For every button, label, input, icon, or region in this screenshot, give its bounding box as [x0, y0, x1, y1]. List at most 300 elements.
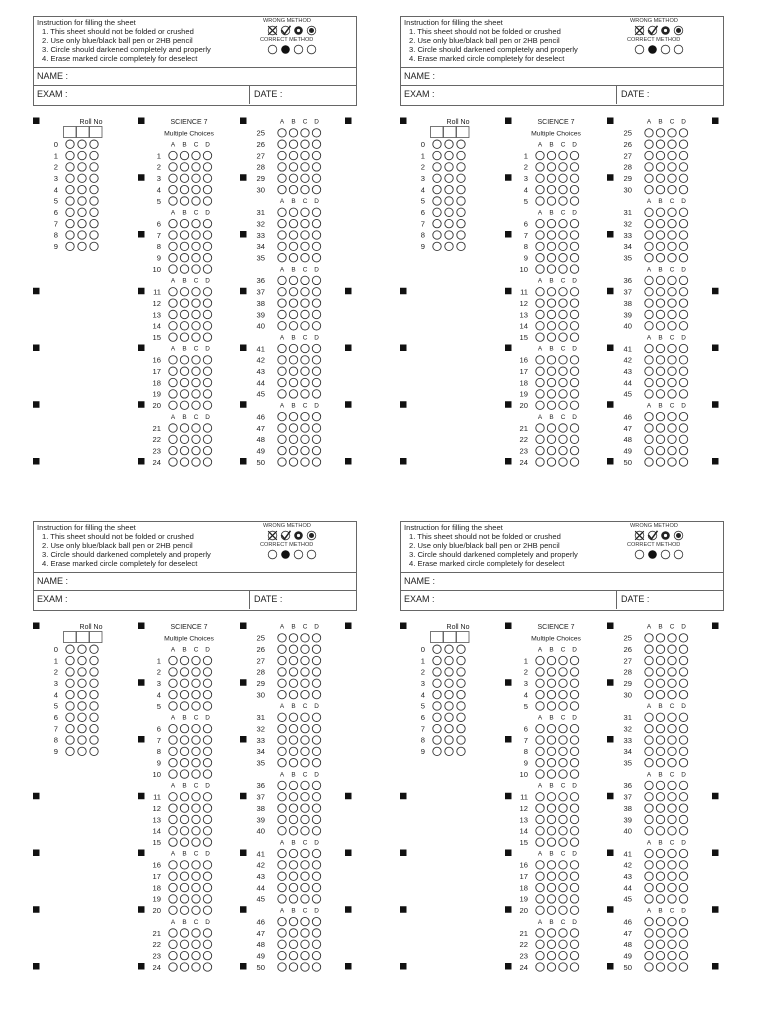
answer-bubble[interactable] — [668, 322, 676, 330]
answer-bubble[interactable] — [679, 815, 687, 823]
answer-bubble[interactable] — [570, 435, 578, 443]
answer-bubble[interactable] — [180, 895, 188, 903]
answer-bubble[interactable] — [192, 378, 200, 386]
answer-bubble[interactable] — [570, 770, 578, 778]
answer-bubble[interactable] — [668, 781, 676, 789]
answer-bubble[interactable] — [289, 208, 297, 216]
answer-bubble[interactable] — [203, 793, 211, 801]
answer-bubble[interactable] — [192, 906, 200, 914]
answer-bubble[interactable] — [536, 963, 544, 971]
answer-bubble[interactable] — [180, 333, 188, 341]
answer-bubble[interactable] — [536, 242, 544, 250]
answer-bubble[interactable] — [289, 435, 297, 443]
roll-digit-bubble[interactable] — [445, 151, 453, 159]
answer-bubble[interactable] — [312, 668, 320, 676]
answer-bubble[interactable] — [570, 242, 578, 250]
answer-bubble[interactable] — [679, 288, 687, 296]
answer-bubble[interactable] — [570, 861, 578, 869]
roll-digit-bubble[interactable] — [78, 231, 86, 239]
answer-bubble[interactable] — [289, 322, 297, 330]
answer-bubble[interactable] — [645, 242, 653, 250]
answer-bubble[interactable] — [203, 219, 211, 227]
answer-bubble[interactable] — [180, 367, 188, 375]
answer-bubble[interactable] — [547, 356, 555, 364]
answer-bubble[interactable] — [278, 804, 286, 812]
answer-bubble[interactable] — [192, 679, 200, 687]
answer-bubble[interactable] — [301, 185, 309, 193]
answer-bubble[interactable] — [645, 288, 653, 296]
answer-bubble[interactable] — [312, 793, 320, 801]
answer-bubble[interactable] — [180, 656, 188, 664]
answer-bubble[interactable] — [559, 963, 567, 971]
answer-bubble[interactable] — [679, 951, 687, 959]
roll-digit-bubble[interactable] — [445, 713, 453, 721]
roll-digit-bubble[interactable] — [433, 140, 441, 148]
answer-bubble[interactable] — [656, 951, 664, 959]
answer-bubble[interactable] — [536, 185, 544, 193]
answer-bubble[interactable] — [656, 310, 664, 318]
answer-bubble[interactable] — [656, 231, 664, 239]
answer-bubble[interactable] — [169, 747, 177, 755]
answer-bubble[interactable] — [570, 793, 578, 801]
answer-bubble[interactable] — [570, 940, 578, 948]
answer-bubble[interactable] — [679, 231, 687, 239]
answer-bubble[interactable] — [536, 322, 544, 330]
roll-digit-bubble[interactable] — [433, 174, 441, 182]
roll-digit-box[interactable] — [431, 632, 444, 643]
roll-digit-bubble[interactable] — [457, 713, 465, 721]
answer-bubble[interactable] — [656, 713, 664, 721]
answer-bubble[interactable] — [570, 747, 578, 755]
answer-bubble[interactable] — [645, 435, 653, 443]
roll-digit-bubble[interactable] — [66, 690, 74, 698]
answer-bubble[interactable] — [278, 242, 286, 250]
answer-bubble[interactable] — [656, 793, 664, 801]
answer-bubble[interactable] — [203, 333, 211, 341]
answer-bubble[interactable] — [301, 781, 309, 789]
answer-bubble[interactable] — [169, 333, 177, 341]
answer-bubble[interactable] — [668, 951, 676, 959]
roll-digit-bubble[interactable] — [90, 656, 98, 664]
answer-bubble[interactable] — [312, 872, 320, 880]
answer-bubble[interactable] — [547, 163, 555, 171]
answer-bubble[interactable] — [645, 412, 653, 420]
answer-bubble[interactable] — [312, 231, 320, 239]
answer-bubble[interactable] — [547, 288, 555, 296]
answer-bubble[interactable] — [645, 310, 653, 318]
answer-bubble[interactable] — [203, 736, 211, 744]
answer-bubble[interactable] — [536, 747, 544, 755]
answer-bubble[interactable] — [301, 861, 309, 869]
answer-bubble[interactable] — [547, 815, 555, 823]
answer-bubble[interactable] — [645, 163, 653, 171]
answer-bubble[interactable] — [656, 736, 664, 744]
answer-bubble[interactable] — [547, 724, 555, 732]
answer-bubble[interactable] — [668, 861, 676, 869]
answer-bubble[interactable] — [312, 781, 320, 789]
answer-bubble[interactable] — [679, 424, 687, 432]
answer-bubble[interactable] — [192, 254, 200, 262]
answer-bubble[interactable] — [312, 299, 320, 307]
answer-bubble[interactable] — [312, 276, 320, 284]
answer-bubble[interactable] — [668, 435, 676, 443]
answer-bubble[interactable] — [203, 378, 211, 386]
answer-bubble[interactable] — [645, 713, 653, 721]
answer-bubble[interactable] — [668, 883, 676, 891]
answer-bubble[interactable] — [559, 895, 567, 903]
answer-bubble[interactable] — [656, 849, 664, 857]
answer-bubble[interactable] — [656, 322, 664, 330]
answer-bubble[interactable] — [278, 815, 286, 823]
answer-bubble[interactable] — [169, 435, 177, 443]
answer-bubble[interactable] — [169, 963, 177, 971]
answer-bubble[interactable] — [645, 668, 653, 676]
roll-digit-bubble[interactable] — [433, 645, 441, 653]
answer-bubble[interactable] — [656, 963, 664, 971]
answer-bubble[interactable] — [169, 770, 177, 778]
answer-bubble[interactable] — [169, 310, 177, 318]
answer-bubble[interactable] — [570, 656, 578, 664]
answer-bubble[interactable] — [547, 174, 555, 182]
answer-bubble[interactable] — [192, 458, 200, 466]
roll-digit-bubble[interactable] — [457, 242, 465, 250]
answer-bubble[interactable] — [312, 435, 320, 443]
answer-bubble[interactable] — [192, 838, 200, 846]
answer-bubble[interactable] — [547, 759, 555, 767]
answer-bubble[interactable] — [180, 231, 188, 239]
answer-bubble[interactable] — [203, 299, 211, 307]
answer-bubble[interactable] — [559, 163, 567, 171]
roll-digit-bubble[interactable] — [457, 185, 465, 193]
answer-bubble[interactable] — [645, 254, 653, 262]
answer-bubble[interactable] — [645, 815, 653, 823]
answer-bubble[interactable] — [203, 401, 211, 409]
roll-digit-bubble[interactable] — [445, 702, 453, 710]
answer-bubble[interactable] — [645, 219, 653, 227]
answer-bubble[interactable] — [679, 634, 687, 642]
roll-digit-bubble[interactable] — [433, 736, 441, 744]
answer-bubble[interactable] — [679, 390, 687, 398]
roll-digit-bubble[interactable] — [445, 690, 453, 698]
answer-bubble[interactable] — [559, 770, 567, 778]
answer-bubble[interactable] — [192, 310, 200, 318]
answer-bubble[interactable] — [203, 185, 211, 193]
roll-digit-bubble[interactable] — [66, 713, 74, 721]
answer-bubble[interactable] — [203, 940, 211, 948]
answer-bubble[interactable] — [570, 390, 578, 398]
answer-bubble[interactable] — [192, 174, 200, 182]
answer-bubble[interactable] — [668, 759, 676, 767]
answer-bubble[interactable] — [192, 333, 200, 341]
answer-bubble[interactable] — [203, 435, 211, 443]
answer-bubble[interactable] — [570, 736, 578, 744]
roll-digit-bubble[interactable] — [66, 242, 74, 250]
answer-bubble[interactable] — [645, 724, 653, 732]
answer-bubble[interactable] — [656, 747, 664, 755]
answer-bubble[interactable] — [570, 288, 578, 296]
answer-bubble[interactable] — [301, 140, 309, 148]
answer-bubble[interactable] — [180, 458, 188, 466]
answer-bubble[interactable] — [679, 219, 687, 227]
answer-bubble[interactable] — [536, 770, 544, 778]
answer-bubble[interactable] — [547, 656, 555, 664]
answer-bubble[interactable] — [192, 219, 200, 227]
answer-bubble[interactable] — [312, 827, 320, 835]
roll-digit-bubble[interactable] — [445, 668, 453, 676]
answer-bubble[interactable] — [536, 759, 544, 767]
roll-digit-bubble[interactable] — [445, 219, 453, 227]
answer-bubble[interactable] — [536, 333, 544, 341]
answer-bubble[interactable] — [668, 458, 676, 466]
answer-bubble[interactable] — [278, 917, 286, 925]
answer-bubble[interactable] — [289, 656, 297, 664]
answer-bubble[interactable] — [547, 446, 555, 454]
answer-bubble[interactable] — [559, 872, 567, 880]
answer-bubble[interactable] — [559, 367, 567, 375]
roll-digit-bubble[interactable] — [457, 174, 465, 182]
answer-bubble[interactable] — [180, 906, 188, 914]
answer-bubble[interactable] — [645, 883, 653, 891]
answer-bubble[interactable] — [656, 219, 664, 227]
roll-digit-bubble[interactable] — [90, 668, 98, 676]
answer-bubble[interactable] — [645, 299, 653, 307]
answer-bubble[interactable] — [570, 458, 578, 466]
answer-bubble[interactable] — [536, 702, 544, 710]
answer-bubble[interactable] — [180, 446, 188, 454]
answer-bubble[interactable] — [668, 929, 676, 937]
answer-bubble[interactable] — [668, 344, 676, 352]
answer-bubble[interactable] — [301, 367, 309, 375]
answer-bubble[interactable] — [278, 940, 286, 948]
answer-bubble[interactable] — [289, 668, 297, 676]
answer-bubble[interactable] — [645, 458, 653, 466]
answer-bubble[interactable] — [668, 895, 676, 903]
roll-digit-bubble[interactable] — [90, 185, 98, 193]
answer-bubble[interactable] — [192, 872, 200, 880]
answer-bubble[interactable] — [668, 713, 676, 721]
answer-bubble[interactable] — [645, 793, 653, 801]
answer-bubble[interactable] — [180, 940, 188, 948]
answer-bubble[interactable] — [203, 929, 211, 937]
name-field[interactable] — [401, 68, 723, 86]
answer-bubble[interactable] — [570, 872, 578, 880]
answer-bubble[interactable] — [679, 963, 687, 971]
answer-bubble[interactable] — [203, 174, 211, 182]
answer-bubble[interactable] — [289, 679, 297, 687]
answer-bubble[interactable] — [169, 815, 177, 823]
answer-bubble[interactable] — [169, 940, 177, 948]
answer-bubble[interactable] — [668, 208, 676, 216]
answer-bubble[interactable] — [203, 861, 211, 869]
roll-digit-bubble[interactable] — [78, 713, 86, 721]
answer-bubble[interactable] — [301, 747, 309, 755]
answer-bubble[interactable] — [559, 333, 567, 341]
answer-bubble[interactable] — [668, 634, 676, 642]
answer-bubble[interactable] — [679, 140, 687, 148]
answer-bubble[interactable] — [679, 917, 687, 925]
roll-digit-bubble[interactable] — [90, 197, 98, 205]
answer-bubble[interactable] — [559, 668, 567, 676]
roll-digit-bubble[interactable] — [66, 151, 74, 159]
answer-bubble[interactable] — [278, 634, 286, 642]
answer-bubble[interactable] — [547, 401, 555, 409]
answer-bubble[interactable] — [301, 446, 309, 454]
roll-digit-bubble[interactable] — [457, 151, 465, 159]
answer-bubble[interactable] — [559, 435, 567, 443]
answer-bubble[interactable] — [570, 815, 578, 823]
answer-bubble[interactable] — [547, 861, 555, 869]
answer-bubble[interactable] — [289, 793, 297, 801]
roll-digit-bubble[interactable] — [66, 747, 74, 755]
answer-bubble[interactable] — [679, 299, 687, 307]
answer-bubble[interactable] — [645, 895, 653, 903]
answer-bubble[interactable] — [180, 861, 188, 869]
answer-bubble[interactable] — [547, 265, 555, 273]
answer-bubble[interactable] — [312, 356, 320, 364]
answer-bubble[interactable] — [312, 861, 320, 869]
answer-bubble[interactable] — [180, 872, 188, 880]
answer-bubble[interactable] — [645, 849, 653, 857]
answer-bubble[interactable] — [192, 883, 200, 891]
answer-bubble[interactable] — [192, 299, 200, 307]
answer-bubble[interactable] — [192, 390, 200, 398]
answer-bubble[interactable] — [559, 702, 567, 710]
answer-bubble[interactable] — [289, 963, 297, 971]
answer-bubble[interactable] — [559, 815, 567, 823]
answer-bubble[interactable] — [679, 208, 687, 216]
answer-bubble[interactable] — [656, 288, 664, 296]
roll-digit-bubble[interactable] — [66, 197, 74, 205]
answer-bubble[interactable] — [312, 310, 320, 318]
answer-bubble[interactable] — [192, 322, 200, 330]
answer-bubble[interactable] — [301, 883, 309, 891]
answer-bubble[interactable] — [289, 940, 297, 948]
roll-digit-bubble[interactable] — [433, 219, 441, 227]
answer-bubble[interactable] — [668, 163, 676, 171]
answer-bubble[interactable] — [668, 917, 676, 925]
answer-bubble[interactable] — [570, 724, 578, 732]
answer-bubble[interactable] — [645, 151, 653, 159]
roll-digit-bubble[interactable] — [90, 736, 98, 744]
answer-bubble[interactable] — [536, 299, 544, 307]
answer-bubble[interactable] — [536, 804, 544, 812]
answer-bubble[interactable] — [668, 356, 676, 364]
answer-bubble[interactable] — [559, 231, 567, 239]
answer-bubble[interactable] — [656, 129, 664, 137]
answer-bubble[interactable] — [559, 424, 567, 432]
roll-digit-bubble[interactable] — [433, 690, 441, 698]
answer-bubble[interactable] — [679, 724, 687, 732]
answer-bubble[interactable] — [278, 219, 286, 227]
answer-bubble[interactable] — [289, 759, 297, 767]
answer-bubble[interactable] — [312, 883, 320, 891]
answer-bubble[interactable] — [536, 151, 544, 159]
answer-bubble[interactable] — [169, 390, 177, 398]
answer-bubble[interactable] — [169, 906, 177, 914]
answer-bubble[interactable] — [289, 356, 297, 364]
roll-digit-bubble[interactable] — [90, 219, 98, 227]
answer-bubble[interactable] — [169, 929, 177, 937]
answer-bubble[interactable] — [559, 265, 567, 273]
answer-bubble[interactable] — [312, 367, 320, 375]
answer-bubble[interactable] — [645, 747, 653, 755]
answer-bubble[interactable] — [192, 424, 200, 432]
answer-bubble[interactable] — [570, 804, 578, 812]
answer-bubble[interactable] — [192, 759, 200, 767]
answer-bubble[interactable] — [301, 963, 309, 971]
answer-bubble[interactable] — [289, 299, 297, 307]
answer-bubble[interactable] — [203, 242, 211, 250]
answer-bubble[interactable] — [289, 736, 297, 744]
answer-bubble[interactable] — [203, 197, 211, 205]
answer-bubble[interactable] — [645, 929, 653, 937]
answer-bubble[interactable] — [203, 254, 211, 262]
answer-bubble[interactable] — [192, 815, 200, 823]
answer-bubble[interactable] — [278, 299, 286, 307]
answer-bubble[interactable] — [169, 736, 177, 744]
roll-digit-bubble[interactable] — [90, 151, 98, 159]
answer-bubble[interactable] — [547, 906, 555, 914]
answer-bubble[interactable] — [559, 736, 567, 744]
answer-bubble[interactable] — [278, 458, 286, 466]
answer-bubble[interactable] — [301, 163, 309, 171]
answer-bubble[interactable] — [289, 883, 297, 891]
roll-digit-bubble[interactable] — [66, 668, 74, 676]
answer-bubble[interactable] — [679, 458, 687, 466]
answer-bubble[interactable] — [301, 645, 309, 653]
answer-bubble[interactable] — [559, 838, 567, 846]
answer-bubble[interactable] — [536, 231, 544, 239]
answer-bubble[interactable] — [169, 446, 177, 454]
answer-bubble[interactable] — [679, 679, 687, 687]
roll-digit-bubble[interactable] — [78, 736, 86, 744]
answer-bubble[interactable] — [312, 963, 320, 971]
answer-bubble[interactable] — [169, 872, 177, 880]
roll-digit-bubble[interactable] — [66, 231, 74, 239]
answer-bubble[interactable] — [278, 963, 286, 971]
answer-bubble[interactable] — [536, 265, 544, 273]
roll-digit-bubble[interactable] — [66, 702, 74, 710]
answer-bubble[interactable] — [169, 219, 177, 227]
answer-bubble[interactable] — [203, 163, 211, 171]
answer-bubble[interactable] — [536, 827, 544, 835]
answer-bubble[interactable] — [192, 288, 200, 296]
answer-bubble[interactable] — [656, 872, 664, 880]
answer-bubble[interactable] — [301, 713, 309, 721]
answer-bubble[interactable] — [169, 951, 177, 959]
answer-bubble[interactable] — [301, 929, 309, 937]
roll-digit-bubble[interactable] — [78, 185, 86, 193]
answer-bubble[interactable] — [312, 759, 320, 767]
answer-bubble[interactable] — [679, 781, 687, 789]
answer-bubble[interactable] — [203, 668, 211, 676]
answer-bubble[interactable] — [536, 668, 544, 676]
answer-bubble[interactable] — [180, 883, 188, 891]
answer-bubble[interactable] — [192, 446, 200, 454]
answer-bubble[interactable] — [645, 951, 653, 959]
answer-bubble[interactable] — [559, 219, 567, 227]
answer-bubble[interactable] — [180, 690, 188, 698]
answer-bubble[interactable] — [570, 668, 578, 676]
answer-bubble[interactable] — [668, 288, 676, 296]
answer-bubble[interactable] — [656, 163, 664, 171]
answer-bubble[interactable] — [645, 344, 653, 352]
answer-bubble[interactable] — [278, 849, 286, 857]
answer-bubble[interactable] — [203, 356, 211, 364]
roll-digit-bubble[interactable] — [445, 736, 453, 744]
answer-bubble[interactable] — [559, 804, 567, 812]
answer-bubble[interactable] — [645, 378, 653, 386]
